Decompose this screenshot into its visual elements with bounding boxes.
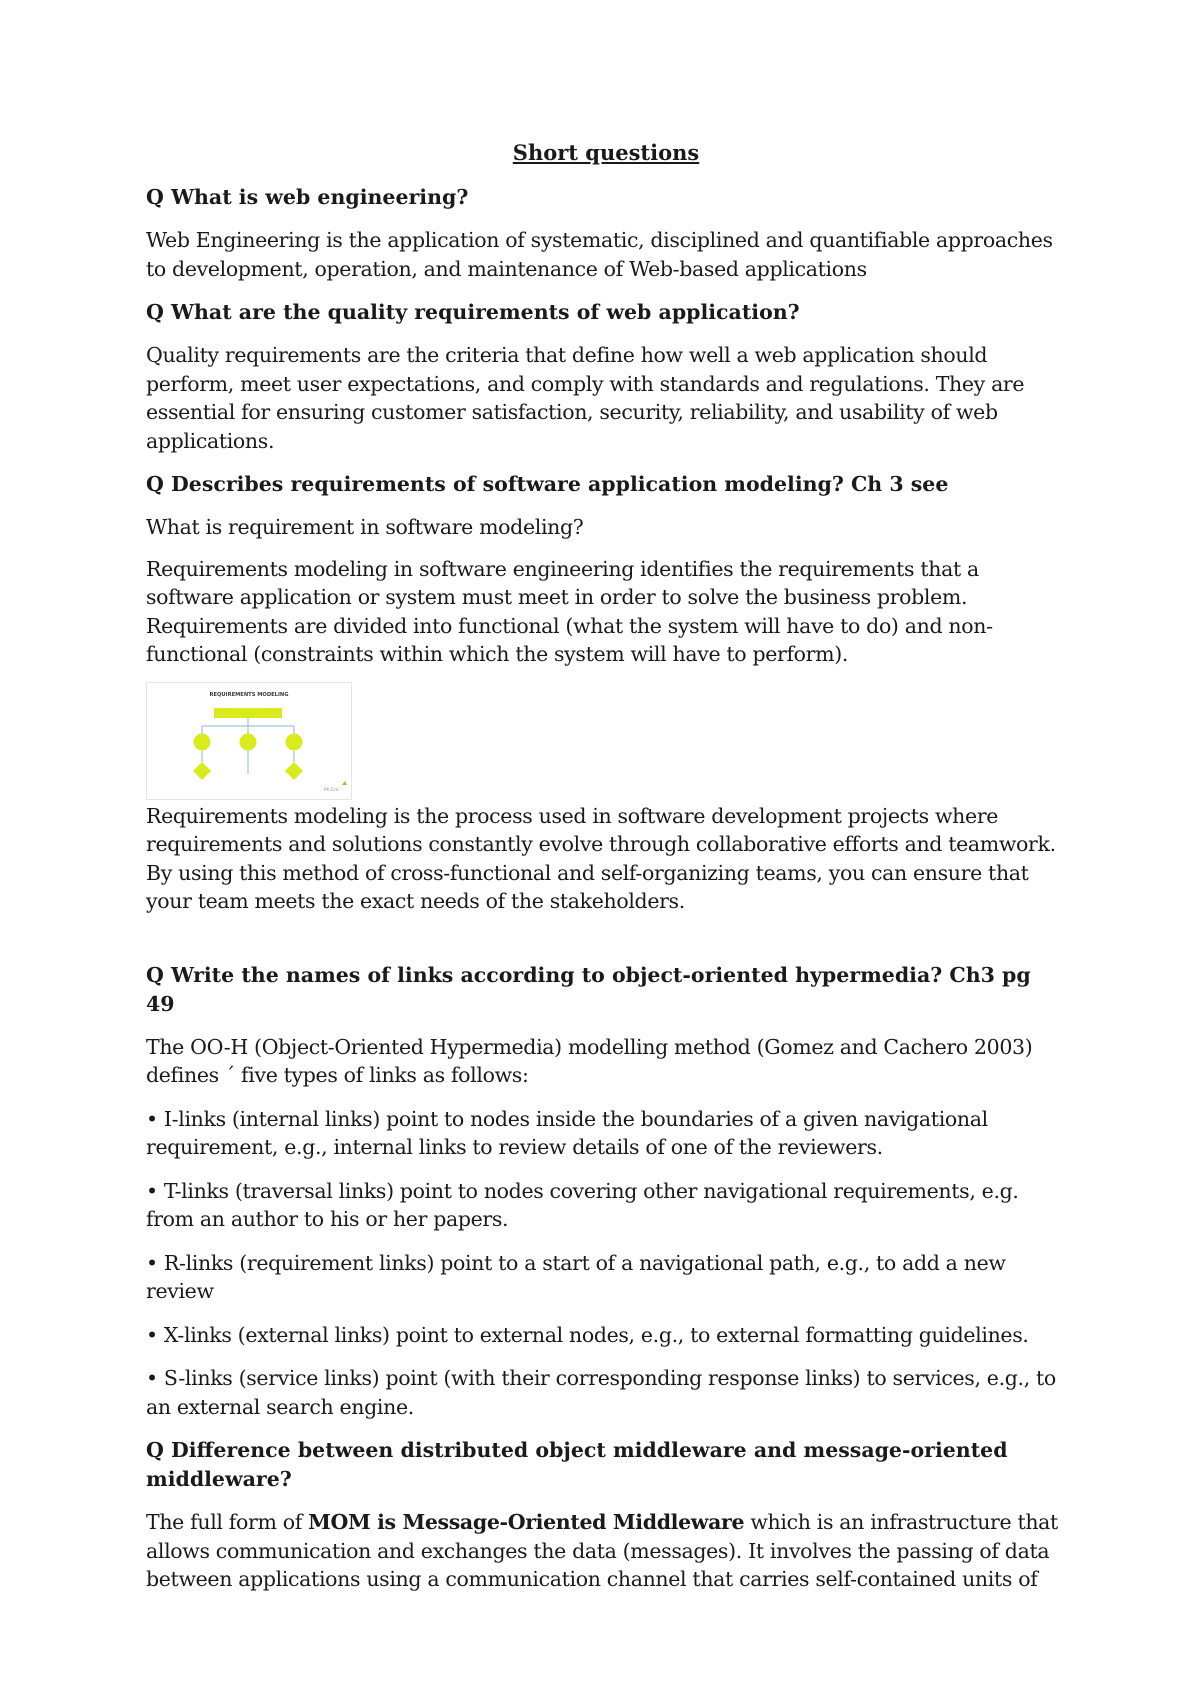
answer-5 [146,1508,1066,1594]
answer-4-intro: The OO-H (Object-Oriented Hypermedia) modelling method (Gomez and Cachero 2003) defines ´ five types of links as follows: [146,1034,1033,1087]
link-type-item: • R-links (requirement links) point to a start of a navigational path, e.g., to add a new review [146,1250,1006,1303]
requirements-modeling-diagram [146,682,352,800]
answer-1: Web Engineering is the application of systematic, disciplined and quantifiable approaches to development, operation, and maintenance of Web-based applications [146,228,1053,281]
question-4: Q Write the names of links according to object-oriented hypermedia? Ch3 pg 49 [146,962,1031,1016]
link-type-item: • S-links (service links) point (with their corresponding response links) to services, e.g., to an external search engine. [146,1366,1056,1419]
link-type-item: • I-links (internal links) point to nodes inside the boundaries of a given navigational requirement, e.g., internal links to review details of one of the reviewers. [146,1106,988,1159]
question-1: Q What is web engineering? [146,185,469,209]
spacer [146,931,1066,961]
document-body [146,138,1066,1609]
answer-5-bold: MOM is Message-Oriented Middleware [308,1510,745,1534]
answer-3a: Requirements modeling in software engineering identifies the requirements that a software application or system must meet in order to solve the business problem. Requirements are divided into functional (what the system will have to do) and non-functional (constraints within which the system will have to perform). [146,556,993,666]
diagram-heading: REQUIREMENTS MODELING [209,691,289,698]
sub-question-3: What is requirement in software modeling? [146,515,584,539]
question-5: Q Difference between distributed object middleware and message-oriented middleware? [146,1438,1008,1491]
answer-2: Quality requirements are the criteria that define how well a web application should perform, meet user expectations, and comply with standards and regulations. They are essential for ensuring customer satisfaction, security, reliability, and usability of web applications. [146,343,1025,453]
answer-3b: Requirements modeling is the process used in software development projects where requirements and solutions constantly evolve through collaborative efforts and teamwork. By using this method of cross-functional and self-organizing teams, you can ensure that your team meets the exact needs of the stakeholders. [146,803,1056,913]
question-2: Q What are the quality requirements of web application? [146,300,800,324]
diagram-circle-middle [240,733,257,750]
diagram-circle-left [194,733,211,750]
answer-5-end: which is an infrastructure that allows communication and exchanges the data (messages). It involves the passing of data between applications using a communication channel that carries self-contained units of [146,1510,1058,1591]
question-3: Q Describes requirements of software application modeling? Ch 3 see [146,472,949,496]
answer-5-start: The full form of [146,1510,309,1534]
diagram-circle-right [286,733,303,750]
link-type-item: • X-links (external links) point to external nodes, e.g., to external formatting guidelines. [146,1322,1029,1347]
document-title: Short questions [512,140,700,165]
link-type-item: • T-links (traversal links) point to nodes covering other navigational requirements, e.g. from an author to his or her papers. [146,1178,1019,1231]
diagram-brand: Ph.Cro [324,787,339,793]
diagram-top-bar [214,708,282,718]
